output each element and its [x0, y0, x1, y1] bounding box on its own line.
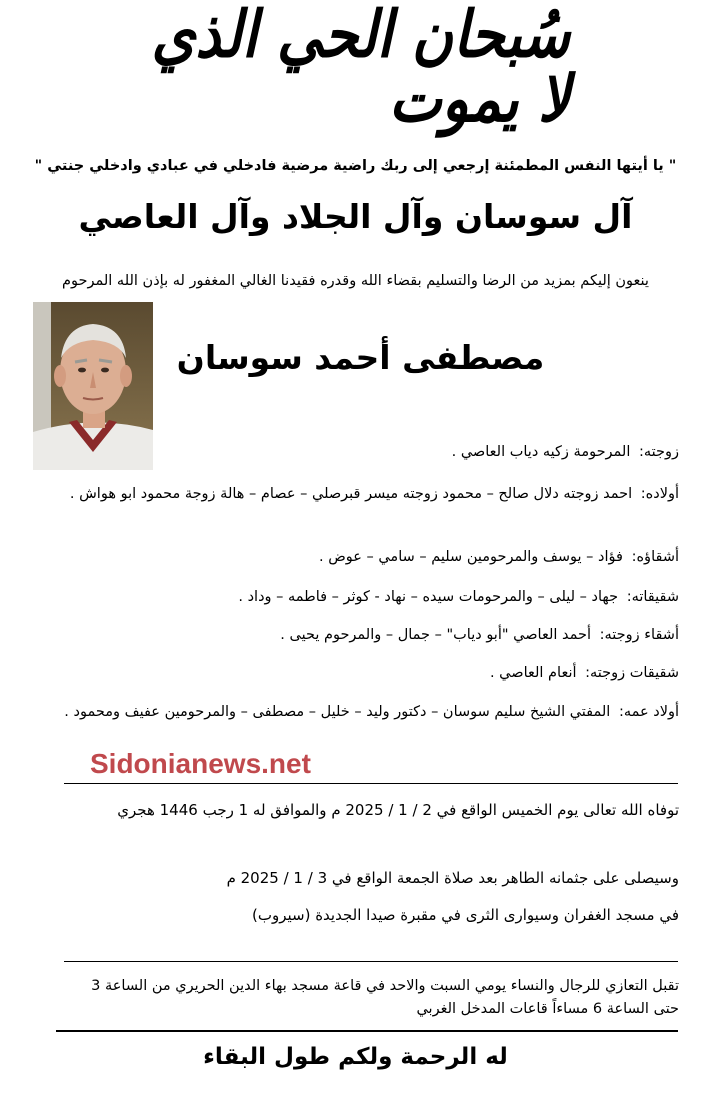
- prayer-line: وسيصلى على جثمانه الطاهر بعد صلاة الجمعة الواقع في 3 / 1 / 2025 م: [226, 869, 679, 887]
- condolences-info: تقبل التعازي للرجال والنساء يومي السبت والاحد في قاعة مسجد بهاء الدين الحريري من الساعة 3 حتى الساعة 6 مساءاً قاعات المدخل الغربي: [91, 978, 679, 1017]
- watermark-site: Sidonianews.net: [90, 748, 311, 779]
- relative-label: شقيقاته:: [626, 589, 679, 605]
- relative-label: أولاده:: [640, 486, 679, 502]
- burial-line: في مسجد الغفران وسيوارى الثرى في مقبرة صيدا الجديدة (سيروب): [251, 906, 679, 924]
- families-title: آل سوسان وآل الجلاد وآل العاصي: [78, 197, 633, 236]
- relative-line: [74, 585, 679, 610]
- relative-line: [44, 482, 679, 507]
- relative-label: شقيقات زوجته:: [585, 665, 679, 681]
- divider: [56, 1030, 678, 1032]
- relative-text: فؤاد – يوسف والمرحومين سليم – سامي – عوض .: [318, 549, 623, 565]
- death-date-line: توفاه الله تعالى يوم الخميس الواقع في 2 / 1 / 2025 م والموافق له 1 رجب 1446 هجري: [117, 801, 679, 819]
- announcement-intro: ينعون إليكم بمزيد من الرضا والتسليم بقضاء الله وقدره فقيدنا الغالي المغفور له بإذن الله المرحوم: [62, 273, 649, 289]
- deceased-name: مصطفى أحمد سوسان: [176, 338, 545, 377]
- relative-line: [60, 700, 679, 725]
- relative-text: جهاد – ليلى – والمرحومات سيده – نهاد - كوثر – فاطمه – وداد .: [238, 589, 619, 605]
- relative-text: أنعام العاصي .: [489, 665, 577, 681]
- calligraphy-header: سُبحان الحي الذي لا يموت: [151, 0, 570, 138]
- relative-text: أحمد العاصي "أبو دياب" – جمال – والمرحوم يحيى .: [280, 627, 592, 643]
- divider: [64, 961, 678, 962]
- relative-label: زوجته:: [638, 444, 679, 460]
- relative-line: [74, 623, 679, 648]
- relative-label: أولاد عمه:: [618, 704, 679, 720]
- relative-line: [74, 545, 679, 570]
- divider: [64, 783, 678, 784]
- relative-label: أشقاؤه:: [631, 549, 679, 565]
- relative-line: [74, 661, 679, 686]
- relative-label: أشقاء زوجته:: [599, 627, 679, 643]
- relative-text: المرحومة زكيه دياب العاصي .: [451, 444, 631, 460]
- relative-line: [74, 440, 679, 465]
- closing-phrase: له الرحمة ولكم طول البقاء: [203, 1044, 508, 1070]
- relative-text: احمد زوجته دلال صالح – محمود زوجته ميسر قبرصلي – عصام – هالة زوجة محمود ابو هواش .: [69, 486, 633, 502]
- relative-text: المفتي الشيخ سليم سوسان – دكتور وليد – خليل – مصطفى – والمرحومين عفيف ومحمود .: [64, 704, 611, 720]
- quran-verse: " يا أيتها النفس المطمئنة إرجعي إلى ربك راضية مرضية فادخلي في عبادي وادخلي جنتي ": [34, 158, 677, 174]
